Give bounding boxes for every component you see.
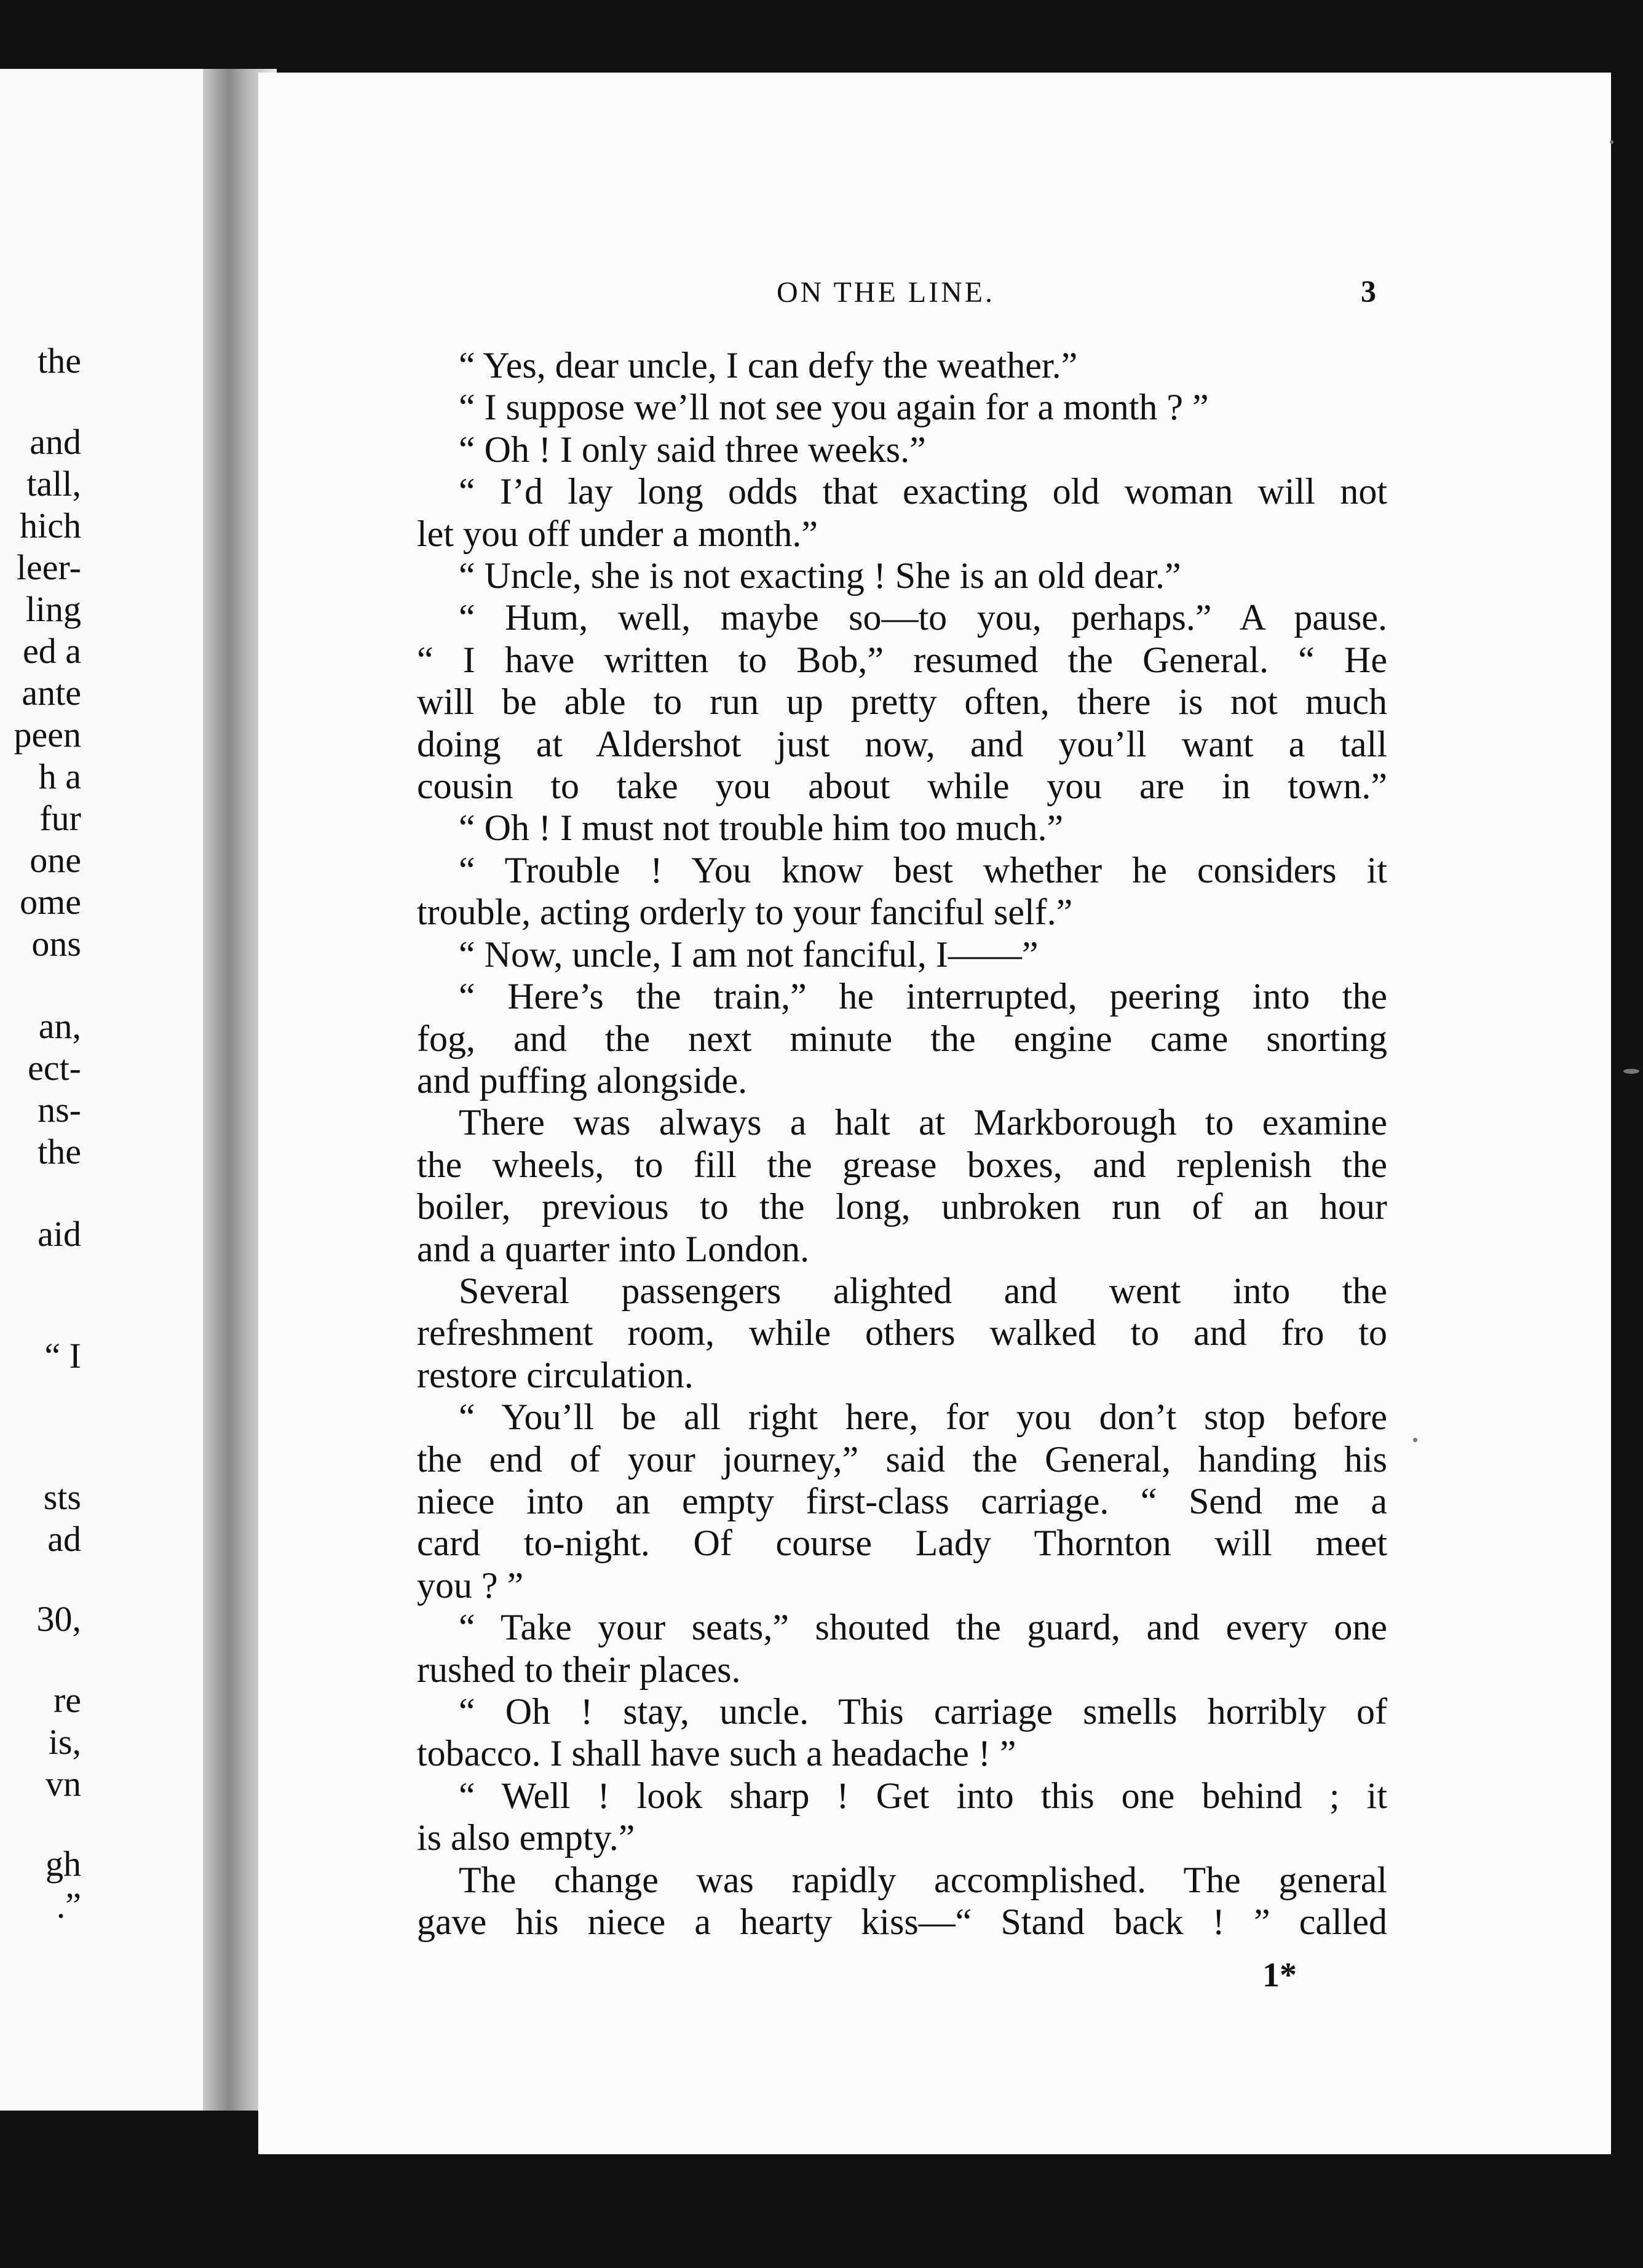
left-page-fragment: re — [53, 1680, 81, 1720]
text-line: the end of your journey,” said the General, handing his — [417, 1438, 1387, 1480]
text-line: doing at Aldershot just now, and you’ll want a tall — [417, 723, 1387, 764]
left-page-fragment: 30, — [36, 1599, 81, 1639]
text-line: trouble, acting orderly to your fanciful self.” — [417, 892, 1073, 933]
dust-speck — [1413, 1438, 1417, 1442]
text-line: “ Uncle, she is not exacting ! She is an old dear.” — [459, 555, 1181, 597]
signature-mark: 1* — [1262, 1956, 1297, 1994]
text-line: “ You’ll be all right here, for you don’t stop before — [459, 1397, 1387, 1438]
page-body-text — [417, 344, 1387, 1943]
left-page-fragment: an, — [38, 1006, 81, 1046]
text-line: is also empty.” — [417, 1817, 635, 1858]
left-page-fragment: ed a — [23, 631, 81, 671]
left-page-fragment: one — [30, 840, 81, 880]
text-line: the wheels, to fill the grease boxes, and replenish the — [417, 1144, 1387, 1185]
left-page-fragment: is, — [48, 1722, 81, 1762]
left-page-fragment: ling — [25, 589, 81, 629]
left-page-fragment: h a — [38, 756, 81, 796]
text-line: card to-night. Of course Lady Thornton will meet — [417, 1523, 1387, 1564]
left-page-fragment: gh — [46, 1844, 81, 1884]
left-page-fragment: ad — [47, 1519, 81, 1559]
left-page-fragment: leer- — [16, 547, 81, 587]
text-line: Several passengers alighted and went into the — [459, 1270, 1387, 1311]
left-page-fragment: tall, — [26, 464, 81, 504]
left-page-fragment: hich — [20, 506, 81, 545]
text-line: “ Oh ! stay, uncle. This carriage smells horribly of — [459, 1691, 1387, 1732]
text-line: you ? ” — [417, 1564, 524, 1606]
text-line: fog, and the next minute the engine came snorting — [417, 1018, 1387, 1059]
left-page-fragment: vn — [46, 1764, 81, 1804]
text-line: “ Well ! look sharp ! Get into this one behind ; it — [459, 1775, 1387, 1816]
text-line: “ I have written to Bob,” resumed the General. “ He — [417, 639, 1387, 680]
left-page-fragment: “ I — [44, 1336, 81, 1376]
text-line: will be able to run up pretty often, there is not much — [417, 681, 1387, 723]
left-page-fragment: ome — [20, 882, 81, 922]
left-page-fragment: the — [38, 1132, 81, 1172]
running-title: ON THE LINE. — [777, 276, 996, 309]
text-line: “ Yes, dear uncle, I can defy the weather.” — [459, 345, 1078, 386]
text-line: “ I suppose we’ll not see you again for a month ? ” — [459, 387, 1209, 428]
left-page-fragment: .” — [56, 1885, 81, 1925]
text-line: cousin to take you about while you are in town.” — [417, 766, 1387, 807]
dust-speck — [1610, 140, 1613, 144]
left-page — [0, 69, 212, 2111]
left-page-fragment: ect- — [28, 1048, 81, 1088]
text-line: “ Oh ! I only said three weeks.” — [459, 429, 926, 470]
text-line: “ I’d lay long odds that exacting old woman will not — [459, 471, 1387, 512]
text-line: tobacco. I shall have such a headache ! ” — [417, 1733, 1016, 1774]
text-line: “ Now, uncle, I am not fanciful, I——” — [459, 934, 1039, 975]
text-line: “ Oh ! I must not trouble him too much.” — [459, 807, 1064, 849]
text-line: boiler, previous to the long, unbroken run of an hour — [417, 1186, 1387, 1227]
left-page-fragment: peen — [14, 715, 81, 755]
text-line: The change was rapidly accomplished. The general — [459, 1859, 1387, 1900]
left-page-fragment: ns- — [38, 1090, 81, 1130]
text-line: “ Take your seats,” shouted the guard, and every one — [459, 1607, 1387, 1648]
left-page-fragment: and — [30, 422, 81, 462]
left-page-fragment: fur — [39, 798, 81, 838]
text-line: “ Trouble ! You know best whether he considers it — [459, 849, 1387, 890]
text-line: and a quarter into London. — [417, 1228, 810, 1269]
text-line: let you off under a month.” — [417, 513, 818, 554]
dust-speck — [1623, 1069, 1639, 1074]
page-number: 3 — [1361, 274, 1376, 308]
left-page-fragment: sts — [43, 1477, 81, 1517]
left-page-fragment: ons — [31, 924, 81, 964]
text-line: gave his niece a hearty kiss—“ Stand back ! ” called — [417, 1901, 1387, 1943]
text-line: refreshment room, while others walked to and fro to — [417, 1312, 1387, 1354]
text-line: rushed to their places. — [417, 1649, 741, 1690]
text-line: “ Hum, well, maybe so—to you, perhaps.” A pause. — [459, 597, 1387, 638]
left-page-fragment: the — [38, 341, 81, 381]
text-line: There was always a halt at Markborough to examine — [459, 1102, 1387, 1143]
text-line: “ Here’s the train,” he interrupted, peering into the — [459, 976, 1387, 1017]
text-line: restore circulation. — [417, 1354, 694, 1395]
left-page-fragment: aid — [38, 1214, 81, 1254]
text-line: and puffing alongside. — [417, 1060, 748, 1101]
left-page-fragment: ante — [22, 673, 81, 713]
text-line: niece into an empty first-class carriage. “ Send me a — [417, 1480, 1387, 1521]
